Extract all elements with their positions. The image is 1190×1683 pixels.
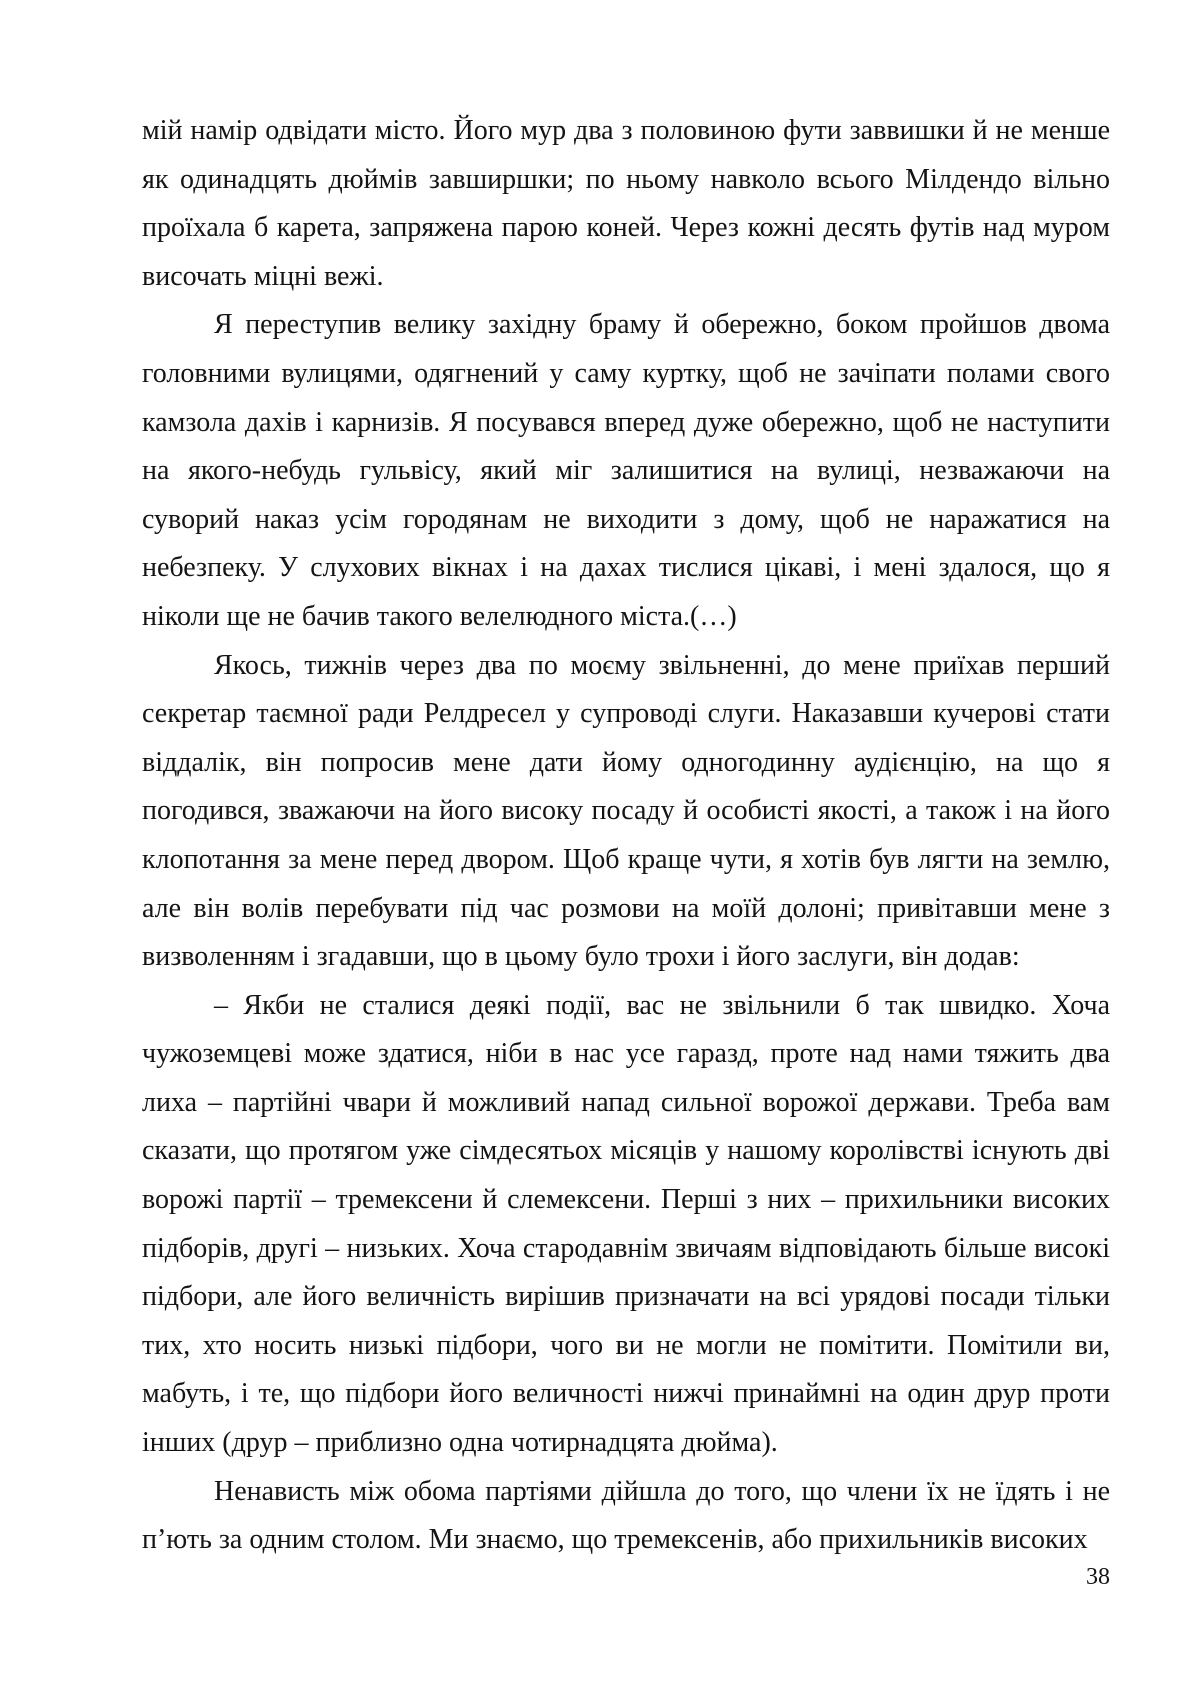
- paragraph-secretary-visit: Якось, тижнів через два по моєму звільненні, до мене приїхав перший секретар таємної ради Релдресел у супроводі слуги. Наказавши кучерові стати віддалік, він попросив мене дати йому одногодинну аудієнцію, на що я погодився, зважаючи на його високу посаду й особисті якості, а також і на його клопотання за мене перед двором. Щоб краще чути, я хотів був лягти на землю, але він волів перебувати під час розмови на моїй долоні; привітавши мене з визволенням і згадавши, що в цьому було трохи і його заслуги, він додав:: [142, 649, 1110, 973]
- paragraph-city-wall: мій намір одвідати місто. Його мур два з половиною фути заввишки й не менше як одинадцять дюймів завширшки; по ньому навколо всього Мілдендо вільно проїхала б карета, запряжена парою коней. Через кожні десять футів над муром височать міцні вежі.: [142, 115, 1110, 292]
- paragraph-west-gate: Я переступив велику західну браму й обережно, боком пройшов двома головними вулицями, одягнений у саму куртку, щоб не зачіпати полами свого камзола дахів і карнизів. Я посувався вперед дуже обережно, щоб не наступити на якого-небудь гульвісу, який міг залишитися на вулиці, незважаючи на суворий наказ усім городянам не виходити з дому, щоб не наражатися на небезпеку. У слухових вікнах і на дахах тислися цікаві, і мені здалося, що я ніколи ще не бачив такого велелюдного міста.(…): [142, 309, 1110, 632]
- paragraph-parties-speech: – Якби не сталися деякі події, вас не звільнили б так швидко. Хоча чужоземцеві може здатися, ніби в нас усе гаразд, проте над нами тяжить два лиха – партійні чвари й можливий напад сильної ворожої держави. Треба вам сказати, що протягом уже сімдесятьох місяців у нашому королівстві існують дві ворожі партії – тремексени й слемексени. Перші з них – прихильники високих підборів, другі – низьких. Хоча стародавнім звичаям відповідають більше високі підбори, але його величність вирішив призначати на всі урядові посади тільки тих, хто носить низькі підбори, чого ви не могли не помітити. Помітили ви, мабуть, і те, що підбори його величності нижчі принаймні на один друр проти інших (друр – приблизно одна чотирнадцята дюйма).: [142, 989, 1110, 1459]
- paragraph-party-hatred: Ненависть між обома партіями дійшла до того, що члени їх не їдять і не п’ють за одним столом. Ми знаємо, що тремексенів, або прихильників високих: [142, 1475, 1110, 1556]
- body-text: [142, 107, 1110, 1565]
- page-number: 38: [1086, 1564, 1110, 1590]
